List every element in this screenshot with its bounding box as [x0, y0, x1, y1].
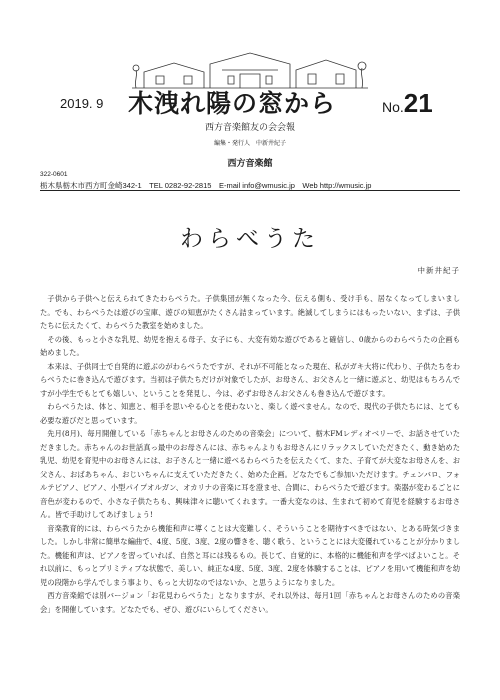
- organization-name: 西方音楽館: [227, 158, 273, 168]
- article-paragraph: 西方音楽館では別バージョン「お花見わらべうた」となりますが、それ以外は、毎月1回「赤ちゃんとお母さんのための音楽会」を開催しています。どなたでも、ぜひ、遊びにいらしてください。: [40, 591, 460, 614]
- article-paragraph: その後、もっと小さな乳児、幼児を抱える母子、女子にも、大変有効な遊びであると確信し、0歳からのわらべうたの企画も始めました。: [40, 334, 460, 357]
- article-paragraph: 音楽教育的には、わらべうたから機能和声に導くことは大変難しく、そういうことを期待すべきではない、とある時気づきました。しかし非常に簡単な編曲で、4度、5度、3度、2度の響きを、聴く歌う、ということには大変優れていることが分かりました。機能和声は、ピアノを習っていれば、自然と耳には残るもの。長じて、自覚的に、本格的に機能和声を学べばよいこと。それ以前に、もっとプリミティブな状態で、美しい、純正な4度、5度、3度、2度を体験することは、ピアノを用いて機能和声を幼児の段階から学んでしまう事より、もっと大切なのではないか、と思うようになりました。: [40, 523, 460, 587]
- issue-date: 2019. 9: [60, 96, 104, 111]
- article-title: わらべうた: [180, 226, 320, 252]
- article-body: [40, 292, 460, 616]
- article-author: 中新井紀子: [417, 266, 460, 275]
- article-paragraph: 先月(8月)、毎月開催している「赤ちゃんとお母さんのための音楽会」について、栃木FMレディオベリーで、お話させていただきました。赤ちゃんのお世話真っ最中のお母さんには、赤ちゃんよりもお母さんにリラックスしていただきたく、動き始めた乳児、幼児を育児中のお母さんには、お子さんと一緒に遊べるわらべうたを伝えたくて、また、子育てが大変なお母さんを、お父さん、おばあちゃん、おじいちゃんに支えていただきたく、始めた企画。どなたでもご参加いただけます。チェンバロ、フォルテピアノ、ピアノ、小型パイプオルガン、オカリナの音楽に耳を澄ませ、合間に、わらべうたで遊びます。楽器が変わるごとに音色が変わるので、小さな子供たちも、興味津々に聴いてくれます。一番大変なのは、生まれて初めて育児を経験するお母さん。皆で手助けしてあげましょう!: [40, 429, 460, 519]
- article-paragraph: 本来は、子供同士で自発的に遊ぶのがわらべうたですが、それが不可能となった現在、私がガキ大将に代わり、子供たちをわらべうたに巻き込んで遊びます。当初は子供たちだけが対象でしたが、お母さん、お父さんと一緒に遊ぶと、幼児はもちろんですが小学生でもとても嬉しい、ということを発見し、今は、必ずお母さんお父さんも巻き込んで遊びます。: [40, 361, 460, 398]
- article-paragraph: わらべうたは、体と、知恵と、相手を思いやる心とを使わないと、楽しく遊べません。なので、現代の子供たちには、とても必要な遊びだと思っています。: [40, 402, 460, 425]
- issue-number-label: [382, 88, 433, 119]
- editor-credit: 編集・発行人 中新井紀子: [213, 140, 286, 147]
- contact-address: 栃木県栃木市西方町金崎342-1 TEL 0282-92-2815 E-mail info@wmusic.jp Web http://wmusic.jp: [40, 181, 372, 190]
- header-divider: [40, 190, 460, 191]
- issue-prefix: No.: [382, 99, 404, 115]
- issue-number: 21: [403, 88, 433, 118]
- newsletter-subtitle: 西方音楽館友の会会報: [204, 123, 295, 133]
- article-paragraph: 子供から子供へと伝えられてきたわらべうた。子供集団が無くなった今、伝える側も、受け手も、居なくなってしまいました。でも、わらべうたは遊びの宝庫、遊びの知恵がたくさん詰まっています。絶滅してしまうにはもったいない、まずは、子供たちに伝えたくて、わらべうた教室を始めました。: [40, 294, 460, 330]
- newsletter-title: 木洩れ陽の窓から: [128, 89, 337, 118]
- postal-code: 322-0601: [40, 171, 68, 178]
